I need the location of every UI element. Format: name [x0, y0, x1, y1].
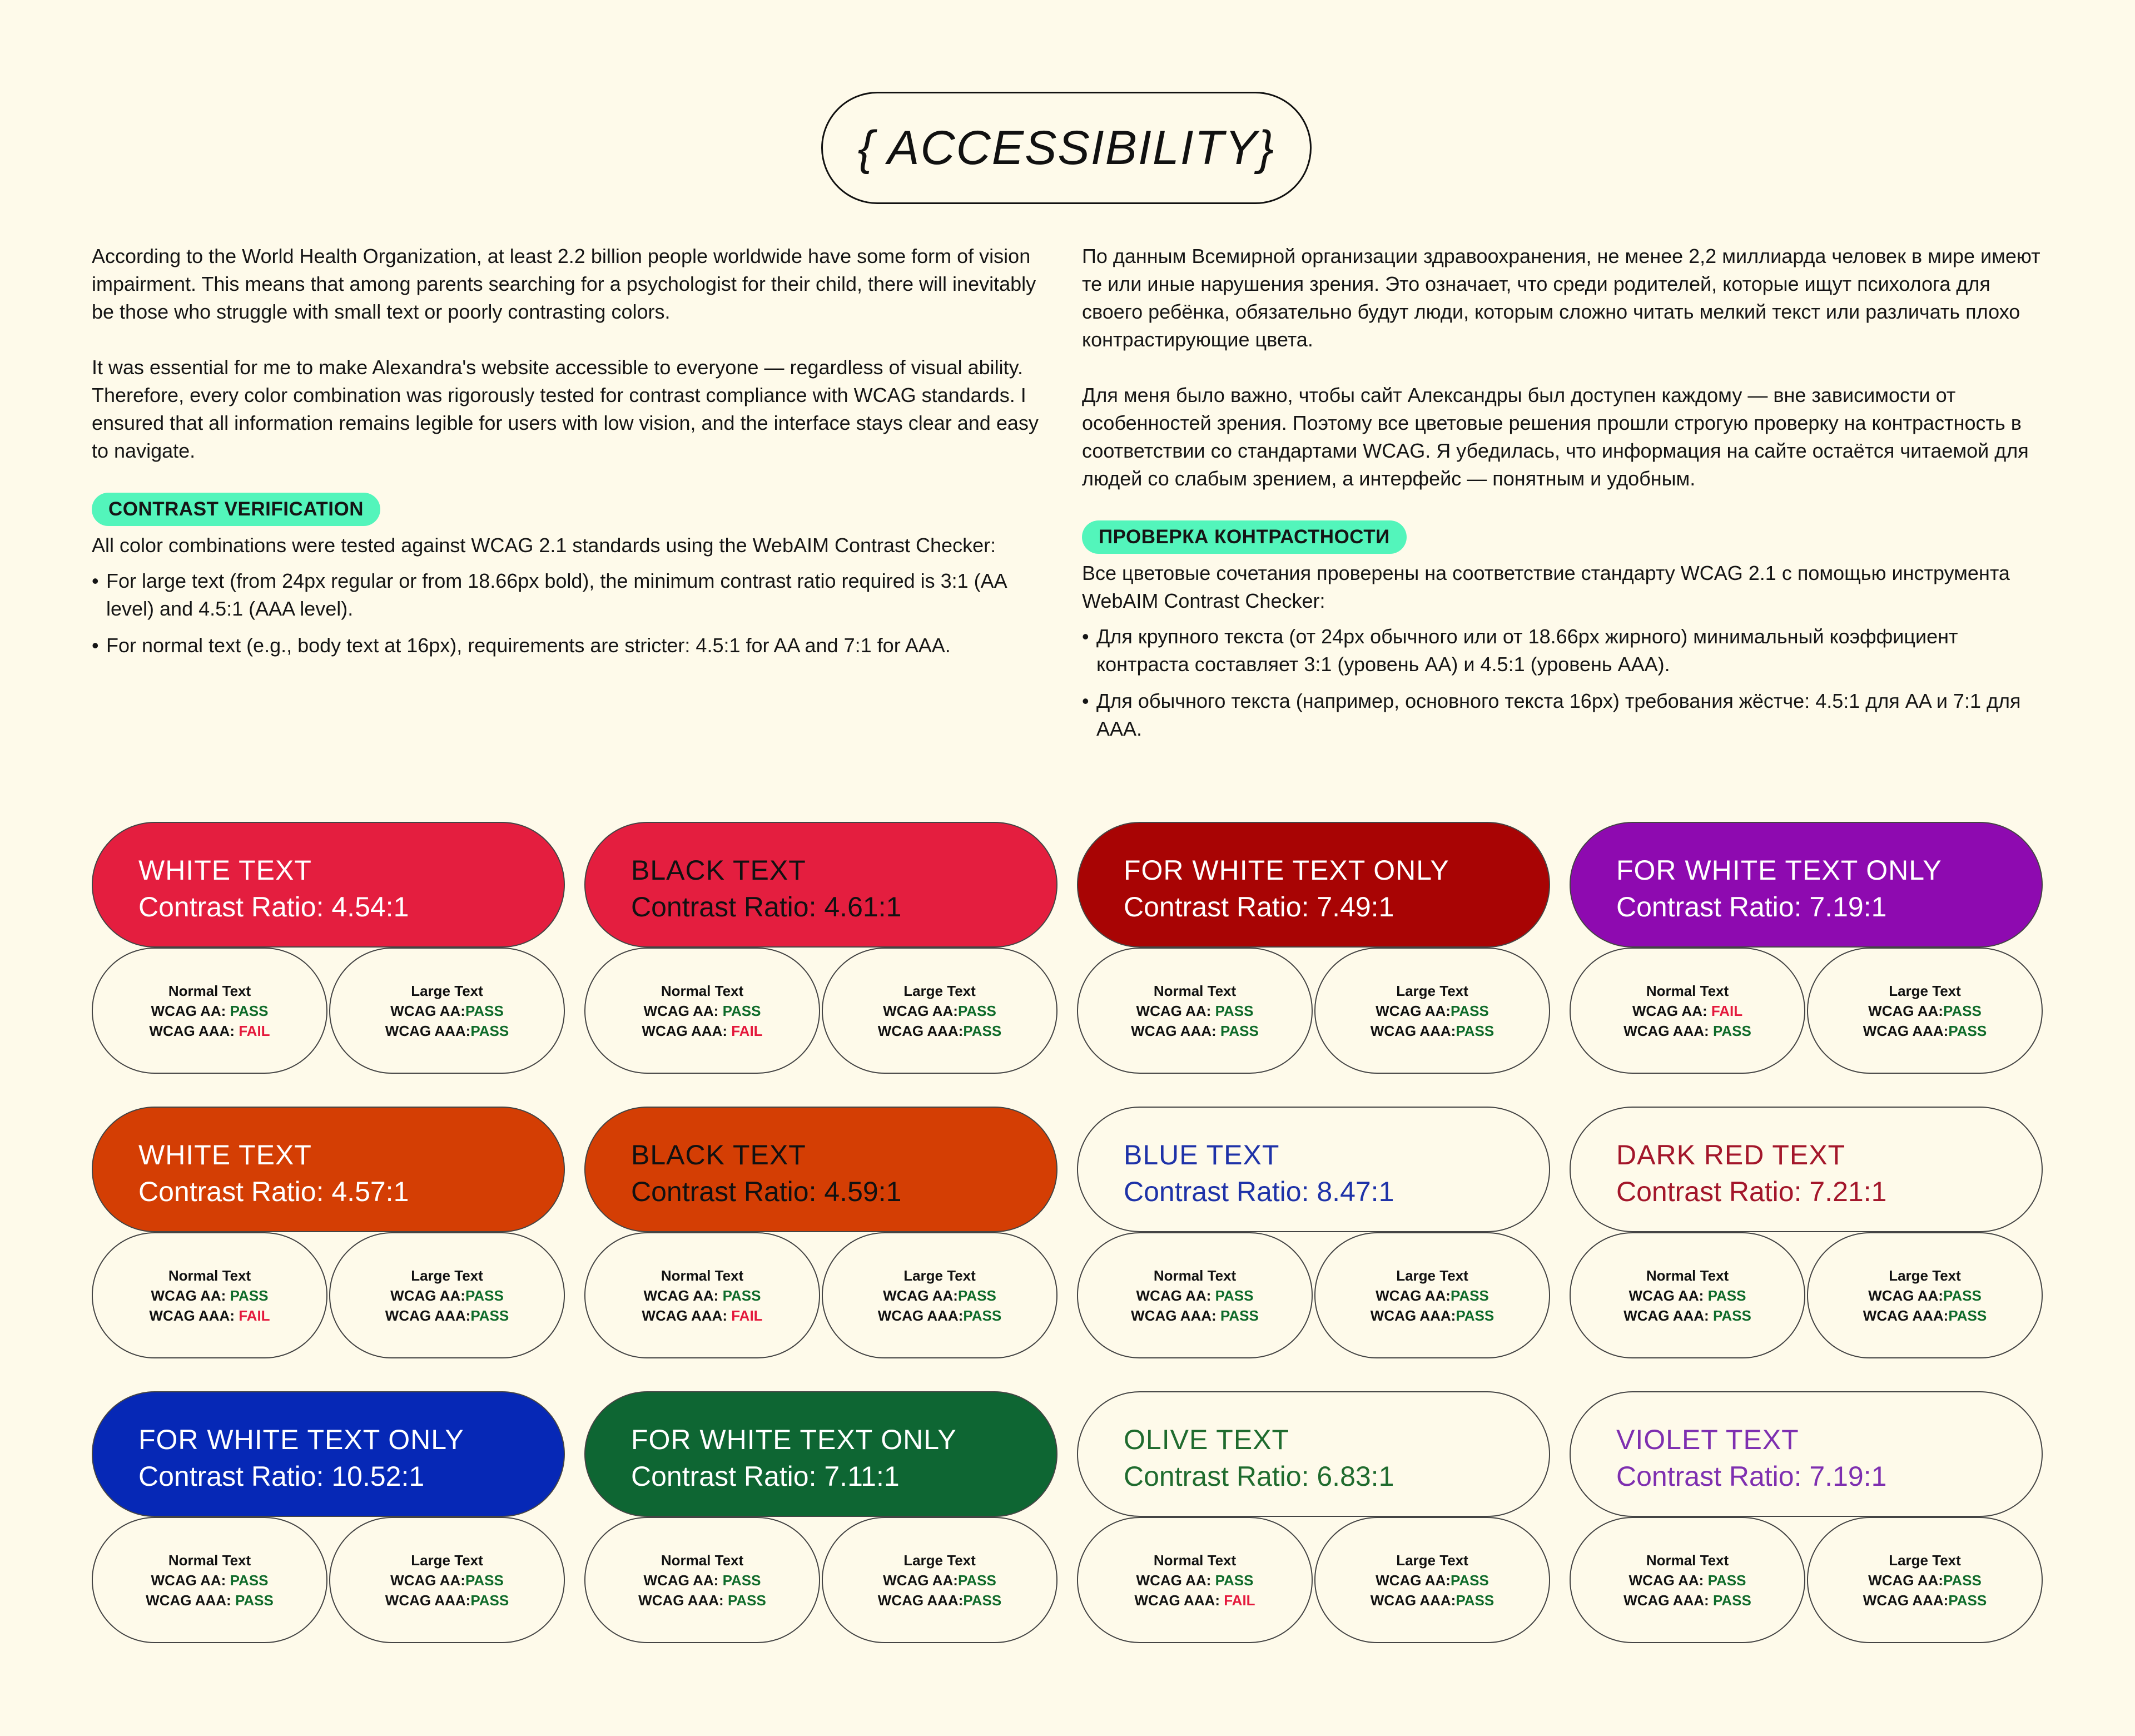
wcag-aaa-result: FAIL [239, 1022, 270, 1039]
wcag-aaa-label: WCAG AAA: [877, 1022, 964, 1039]
wcag-aaa-line [1863, 1306, 1987, 1326]
contrast-ratio: Contrast Ratio: 10.52:1 [138, 1461, 425, 1492]
wcag-aaa-result: PASS [1948, 1591, 1987, 1609]
wcag-aaa-label: WCAG AAA: [1370, 1022, 1456, 1039]
wcag-aa-result: PASS [957, 1002, 996, 1019]
wcag-aaa-line [878, 1306, 1001, 1326]
wcag-aa-line [644, 1001, 761, 1021]
wcag-aa-line [390, 1001, 504, 1021]
large-text-result [822, 948, 1057, 1074]
large-text-result [1314, 1517, 1550, 1643]
wcag-aa-result: PASS [465, 1002, 504, 1019]
wcag-aa-result: PASS [1707, 1287, 1746, 1304]
swatch-label: FOR WHITE TEXT ONLY [631, 1424, 957, 1455]
wcag-aa-label: WCAG AA: [1868, 1002, 1943, 1019]
large-text-result [329, 948, 565, 1074]
wcag-aa-result: PASS [722, 1287, 761, 1304]
contrast-card [92, 1107, 565, 1358]
wcag-aaa-line [385, 1306, 509, 1326]
color-swatch [584, 822, 1057, 948]
wcag-aaa-line [1131, 1306, 1259, 1326]
wcag-aa-label: WCAG AA: [390, 1002, 465, 1019]
list-item: • For large text (from 24px regular or from 18.66px bold), the minimum contrast ratio required is 3:1 (AA level) and 4.5:1 (AAA level). [92, 567, 1054, 623]
wcag-aaa-result: PASS [963, 1022, 1002, 1039]
wcag-aaa-result: PASS [1712, 1591, 1751, 1609]
contrast-card [1077, 1107, 1550, 1358]
wcag-aa-line [390, 1286, 504, 1306]
wcag-aaa-line [1134, 1590, 1255, 1610]
wcag-aa-result: PASS [1943, 1287, 1982, 1304]
wcag-aaa-result: FAIL [731, 1307, 763, 1324]
wcag-aaa-label: WCAG AAA: [1623, 1307, 1713, 1324]
wcag-aaa-line [149, 1306, 270, 1326]
requirements-list [92, 567, 1054, 659]
wcag-aaa-result: PASS [1220, 1307, 1259, 1324]
wcag-aa-line [1136, 1570, 1254, 1590]
wcag-aa-label: WCAG AA: [1628, 1571, 1708, 1589]
contrast-badge: CONTRAST VERIFICATION [92, 493, 380, 526]
wcag-aa-label: WCAG AA: [1136, 1002, 1215, 1019]
contrast-ratio: Contrast Ratio: 7.11:1 [631, 1461, 900, 1492]
contrast-ratio: Contrast Ratio: 8.47:1 [1124, 1176, 1394, 1207]
russian-column [1082, 242, 2044, 752]
large-text-result [1807, 1232, 2043, 1358]
wcag-aaa-label: WCAG AAA: [877, 1307, 964, 1324]
wcag-aaa-result: PASS [470, 1022, 509, 1039]
wcag-aa-result: PASS [1943, 1002, 1982, 1019]
wcag-aa-result: PASS [1215, 1571, 1254, 1589]
wcag-aaa-line [1371, 1021, 1494, 1041]
wcag-aa-line [1632, 1001, 1742, 1021]
wcag-aaa-result: FAIL [239, 1307, 270, 1324]
wcag-aaa-label: WCAG AAA: [1623, 1591, 1713, 1609]
wcag-aa-line [644, 1570, 761, 1590]
wcag-aa-label: WCAG AA: [151, 1002, 230, 1019]
contrast-ratio: Contrast Ratio: 6.83:1 [1124, 1461, 1394, 1492]
wcag-aa-label: WCAG AA: [643, 1002, 723, 1019]
wcag-aaa-line [1623, 1306, 1751, 1326]
large-text-heading: Large Text [903, 1267, 976, 1284]
contrast-ratio: Contrast Ratio: 7.19:1 [1616, 891, 1887, 922]
contrast-ratio: Contrast Ratio: 4.59:1 [631, 1176, 902, 1207]
large-text-result [1807, 948, 2043, 1074]
wcag-aa-line [1629, 1570, 1746, 1590]
color-swatch [1570, 822, 2043, 948]
contrast-card [1077, 822, 1550, 1074]
wcag-aa-label: WCAG AA: [1632, 1002, 1711, 1019]
wcag-aa-result: PASS [722, 1571, 761, 1589]
wcag-aaa-line [642, 1021, 762, 1041]
large-text-result [1314, 1232, 1550, 1358]
wcag-aa-label: WCAG AA: [643, 1287, 723, 1304]
contrast-ratio: Contrast Ratio: 4.54:1 [138, 891, 409, 922]
normal-text-result [92, 1232, 327, 1358]
wcag-aaa-label: WCAG AAA: [1863, 1022, 1949, 1039]
wcag-aaa-result: PASS [470, 1591, 509, 1609]
wcag-aaa-line [1371, 1306, 1494, 1326]
wcag-aaa-line [1623, 1021, 1751, 1041]
normal-text-result [1570, 1232, 1805, 1358]
normal-text-result [584, 948, 820, 1074]
wcag-aaa-line [642, 1306, 762, 1326]
normal-text-heading: Normal Text [1646, 1551, 1729, 1569]
contrast-ratio: Contrast Ratio: 7.19:1 [1616, 1461, 1887, 1492]
english-column [92, 242, 1054, 668]
swatch-label: FOR WHITE TEXT ONLY [1124, 855, 1449, 886]
wcag-aaa-result: PASS [727, 1591, 766, 1609]
normal-text-result [1077, 1232, 1313, 1358]
swatch-label: WHITE TEXT [138, 855, 312, 886]
large-text-result [822, 1232, 1057, 1358]
wcag-aa-result: PASS [722, 1002, 761, 1019]
color-swatch [584, 1107, 1057, 1232]
swatch-label: VIOLET TEXT [1616, 1424, 1799, 1455]
wcag-aaa-line [149, 1021, 270, 1041]
contrast-card [1077, 1391, 1550, 1643]
wcag-aaa-result: FAIL [731, 1022, 763, 1039]
wcag-aaa-line [146, 1590, 274, 1610]
wcag-aa-result: PASS [957, 1571, 996, 1589]
contrast-card [584, 822, 1057, 1074]
wcag-aa-result: PASS [230, 1571, 269, 1589]
wcag-aaa-label: WCAG AAA: [149, 1307, 239, 1324]
normal-text-result [1570, 948, 1805, 1074]
wcag-aaa-label: WCAG AAA: [1370, 1307, 1456, 1324]
wcag-aa-line [883, 1570, 996, 1590]
contrast-ratio: Contrast Ratio: 4.61:1 [631, 891, 902, 922]
wcag-aa-line [1136, 1286, 1254, 1306]
wcag-aa-label: WCAG AA: [1136, 1287, 1215, 1304]
wcag-aa-line [644, 1286, 761, 1306]
contrast-ratio: Contrast Ratio: 4.57:1 [138, 1176, 409, 1207]
color-swatch [1077, 1107, 1550, 1232]
large-text-result [329, 1232, 565, 1358]
normal-text-heading: Normal Text [168, 1551, 251, 1569]
large-text-heading: Large Text [1396, 1551, 1468, 1569]
wcag-aa-result: PASS [957, 1287, 996, 1304]
contrast-ratio: Contrast Ratio: 7.21:1 [1616, 1176, 1887, 1207]
wcag-aa-label: WCAG AA: [1628, 1287, 1708, 1304]
wcag-aaa-result: FAIL [1224, 1591, 1255, 1609]
normal-text-heading: Normal Text [661, 1551, 744, 1569]
wcag-aa-result: PASS [1215, 1002, 1254, 1019]
color-swatch [1077, 822, 1550, 948]
list-item: • Для обычного текста (например, основного текста 16px) требования жёстче: 4.5:1 для AA и 7:1 для AAA. [1082, 687, 2044, 743]
swatch-label: FOR WHITE TEXT ONLY [138, 1424, 464, 1455]
normal-text-result [92, 948, 327, 1074]
large-text-heading: Large Text [1396, 1267, 1468, 1284]
wcag-aa-result: PASS [230, 1002, 269, 1019]
wcag-aaa-label: WCAG AAA: [1623, 1022, 1713, 1039]
wcag-aa-label: WCAG AA: [643, 1571, 723, 1589]
wcag-aa-line [151, 1001, 269, 1021]
wcag-aaa-result: PASS [963, 1591, 1002, 1609]
wcag-aaa-result: PASS [963, 1307, 1002, 1324]
wcag-aaa-label: WCAG AAA: [385, 1591, 471, 1609]
wcag-aaa-label: WCAG AAA: [642, 1307, 732, 1324]
large-text-result [1314, 948, 1550, 1074]
normal-text-heading: Normal Text [1646, 1267, 1729, 1284]
wcag-aaa-line [1371, 1590, 1494, 1610]
wcag-aa-result: PASS [465, 1287, 504, 1304]
wcag-aaa-label: WCAG AAA: [642, 1022, 732, 1039]
normal-text-result [584, 1232, 820, 1358]
wcag-aaa-label: WCAG AAA: [149, 1022, 239, 1039]
wcag-aaa-label: WCAG AAA: [1131, 1022, 1220, 1039]
normal-text-result [1077, 1517, 1313, 1643]
swatch-label: BLACK TEXT [631, 855, 806, 886]
wcag-aaa-result: PASS [1456, 1307, 1494, 1324]
wcag-aa-result: PASS [465, 1571, 504, 1589]
list-item: • Для крупного текста (от 24px обычного или от 18.66px жирного) минимальный коэффициент контраста составляет 3:1 (уровень AA) и 4.5:1 (уровень AAA). [1082, 623, 2044, 678]
wcag-aa-line [1376, 1570, 1489, 1590]
large-text-heading: Large Text [1889, 1551, 1961, 1569]
large-text-heading: Large Text [903, 982, 976, 999]
large-text-result [822, 1517, 1057, 1643]
wcag-aa-label: WCAG AA: [883, 1287, 958, 1304]
wcag-aa-result: PASS [1450, 1002, 1489, 1019]
list-item: • For normal text (e.g., body text at 16px), requirements are stricter: 4.5:1 for AA and 7:1 for AAA. [92, 632, 1054, 659]
wcag-aa-line [1629, 1286, 1746, 1306]
wcag-aa-line [1376, 1286, 1489, 1306]
normal-text-heading: Normal Text [661, 982, 744, 999]
requirements-list-ru [1082, 623, 2044, 743]
swatch-label: FOR WHITE TEXT ONLY [1616, 855, 1942, 886]
wcag-aa-line [883, 1001, 996, 1021]
large-text-result [1807, 1517, 2043, 1643]
swatch-label: BLACK TEXT [631, 1139, 806, 1170]
wcag-aaa-label: WCAG AAA: [1863, 1307, 1949, 1324]
wcag-aa-label: WCAG AA: [1868, 1287, 1943, 1304]
wcag-aaa-result: PASS [235, 1591, 274, 1609]
wcag-aa-label: WCAG AA: [390, 1287, 465, 1304]
wcag-aaa-line [878, 1590, 1001, 1610]
wcag-aaa-result: PASS [1712, 1307, 1751, 1324]
wcag-aa-label: WCAG AA: [883, 1571, 958, 1589]
wcag-aa-line [1868, 1001, 1982, 1021]
wcag-aaa-label: WCAG AAA: [385, 1022, 471, 1039]
contrast-card [92, 1391, 565, 1643]
wcag-aa-result: PASS [1707, 1571, 1746, 1589]
normal-text-result [1077, 948, 1313, 1074]
wcag-aaa-result: PASS [1220, 1022, 1259, 1039]
color-swatch [1570, 1107, 2043, 1232]
accessibility-paragraph-ru: Для меня было важно, чтобы сайт Александры был доступен каждому — вне зависимости от особенностей зрения. Поэтому все цветовые решения прошли строгую проверку на контрастность в соответствии со стандартами WCAG. Я убедилась, что информация на сайте остаётся читаемой для людей со слабым зрением, а интерфейс — понятным и удобным. [1082, 384, 2029, 490]
color-swatch [92, 1107, 565, 1232]
intro-paragraph-ru: По данным Всемирной организации здравоохранения, не менее 2,2 миллиарда человек в мире имеют те или иные нарушения зрения. Это означает, что среди родителей, которые ищут психолога для своего ребёнка, обязательно будут люди, которым сложно читать мелкий текст или различать плохо контрастирующие цвета. [1082, 245, 2040, 351]
normal-text-heading: Normal Text [1153, 1267, 1237, 1284]
large-text-heading: Large Text [1396, 982, 1468, 999]
large-text-heading: Large Text [411, 1551, 483, 1569]
swatch-label: BLUE TEXT [1124, 1139, 1280, 1170]
contrast-ratio: Contrast Ratio: 7.49:1 [1124, 891, 1394, 922]
wcag-aaa-line [1863, 1590, 1987, 1610]
wcag-aaa-line [1863, 1021, 1987, 1041]
color-swatch [92, 822, 565, 948]
normal-text-result [584, 1517, 820, 1643]
contrast-card [584, 1391, 1057, 1643]
wcag-aaa-label: WCAG AAA: [385, 1307, 471, 1324]
normal-text-heading: Normal Text [661, 1267, 744, 1284]
wcag-aa-line [390, 1570, 504, 1590]
contrast-card [584, 1107, 1057, 1358]
normal-text-heading: Normal Text [1153, 982, 1237, 999]
normal-text-result [92, 1517, 327, 1643]
wcag-aa-line [1868, 1286, 1982, 1306]
wcag-aaa-label: WCAG AAA: [146, 1591, 235, 1609]
wcag-aa-line [1376, 1001, 1489, 1021]
wcag-aaa-result: PASS [1456, 1591, 1494, 1609]
wcag-aaa-result: PASS [1712, 1022, 1751, 1039]
large-text-heading: Large Text [903, 1551, 976, 1569]
large-text-heading: Large Text [411, 1267, 483, 1284]
wcag-aaa-line [1623, 1590, 1751, 1610]
wcag-aaa-label: WCAG AAA: [1134, 1591, 1224, 1609]
swatch-label: OLIVE TEXT [1124, 1424, 1290, 1455]
wcag-aaa-result: PASS [470, 1307, 509, 1324]
contrast-lead: All color combinations were tested against WCAG 2.1 standards using the WebAIM Contrast Checker: [92, 534, 996, 557]
wcag-aaa-line [878, 1021, 1001, 1041]
wcag-aa-result: PASS [1943, 1571, 1982, 1589]
wcag-aa-line [151, 1570, 269, 1590]
contrast-badge-ru: ПРОВЕРКА КОНТРАСТНОСТИ [1082, 520, 1407, 554]
swatch-label: WHITE TEXT [138, 1139, 312, 1170]
wcag-aa-label: WCAG AA: [1136, 1571, 1215, 1589]
wcag-aa-label: WCAG AA: [151, 1571, 230, 1589]
normal-text-heading: Normal Text [1646, 982, 1729, 999]
contrast-card [1570, 822, 2043, 1074]
wcag-aaa-line [385, 1590, 509, 1610]
large-text-heading: Large Text [411, 982, 483, 999]
normal-text-heading: Normal Text [168, 982, 251, 999]
wcag-aa-result: PASS [230, 1287, 269, 1304]
wcag-aaa-label: WCAG AAA: [1370, 1591, 1456, 1609]
wcag-aaa-result: PASS [1948, 1022, 1987, 1039]
wcag-aaa-label: WCAG AAA: [877, 1591, 964, 1609]
wcag-aaa-label: WCAG AAA: [638, 1591, 728, 1609]
wcag-aaa-label: WCAG AAA: [1863, 1591, 1949, 1609]
wcag-aa-line [151, 1286, 269, 1306]
wcag-aa-result: PASS [1450, 1287, 1489, 1304]
normal-text-result [1570, 1517, 1805, 1643]
normal-text-heading: Normal Text [1153, 1551, 1237, 1569]
wcag-aa-label: WCAG AA: [1868, 1571, 1943, 1589]
wcag-aa-line [1868, 1570, 1982, 1590]
wcag-aa-result: PASS [1215, 1287, 1254, 1304]
wcag-aaa-line [638, 1590, 766, 1610]
wcag-aa-label: WCAG AA: [151, 1287, 230, 1304]
large-text-heading: Large Text [1889, 982, 1961, 999]
wcag-aa-line [883, 1286, 996, 1306]
intro-paragraph: According to the World Health Organization, at least 2.2 billion people worldwide have some form of vision impairment. This means that among parents searching for a psychologist for their child, there will inevitably be those who struggle with small text or poorly contrasting colors. [92, 245, 1036, 323]
color-swatch [584, 1391, 1057, 1517]
color-swatch [1077, 1391, 1550, 1517]
large-text-result [329, 1517, 565, 1643]
wcag-aaa-result: PASS [1948, 1307, 1987, 1324]
wcag-aaa-line [1131, 1021, 1259, 1041]
wcag-aa-line [1136, 1001, 1254, 1021]
color-swatch [1570, 1391, 2043, 1517]
contrast-card [92, 822, 565, 1074]
color-swatch [92, 1391, 565, 1517]
contrast-card [1570, 1107, 2043, 1358]
wcag-aaa-label: WCAG AAA: [1131, 1307, 1220, 1324]
contrast-card [1570, 1391, 2043, 1643]
large-text-heading: Large Text [1889, 1267, 1961, 1284]
wcag-aa-result: PASS [1450, 1571, 1489, 1589]
swatch-label: DARK RED TEXT [1616, 1139, 1846, 1170]
wcag-aa-result: FAIL [1711, 1002, 1743, 1019]
wcag-aa-label: WCAG AA: [1376, 1287, 1451, 1304]
accessibility-paragraph: It was essential for me to make Alexandra's website accessible to everyone — regardless of visual ability. Therefore, every color combination was rigorously tested for contrast compliance with WCAG standards. I ensured that all information remains legible for users with low vision, and the interface stays clear and easy to navigate. [92, 356, 1039, 462]
wcag-aaa-result: PASS [1456, 1022, 1494, 1039]
contrast-lead-ru: Все цветовые сочетания проверены на соответствие стандарту WCAG 2.1 с помощью инструмента WebAIM Contrast Checker: [1082, 562, 2010, 612]
wcag-aa-label: WCAG AA: [883, 1002, 958, 1019]
wcag-aaa-line [385, 1021, 509, 1041]
wcag-aa-label: WCAG AA: [1376, 1002, 1451, 1019]
wcag-aa-label: WCAG AA: [390, 1571, 465, 1589]
page-title: { ACCESSIBILITY} [821, 92, 1312, 204]
normal-text-heading: Normal Text [168, 1267, 251, 1284]
wcag-aa-label: WCAG AA: [1376, 1571, 1451, 1589]
